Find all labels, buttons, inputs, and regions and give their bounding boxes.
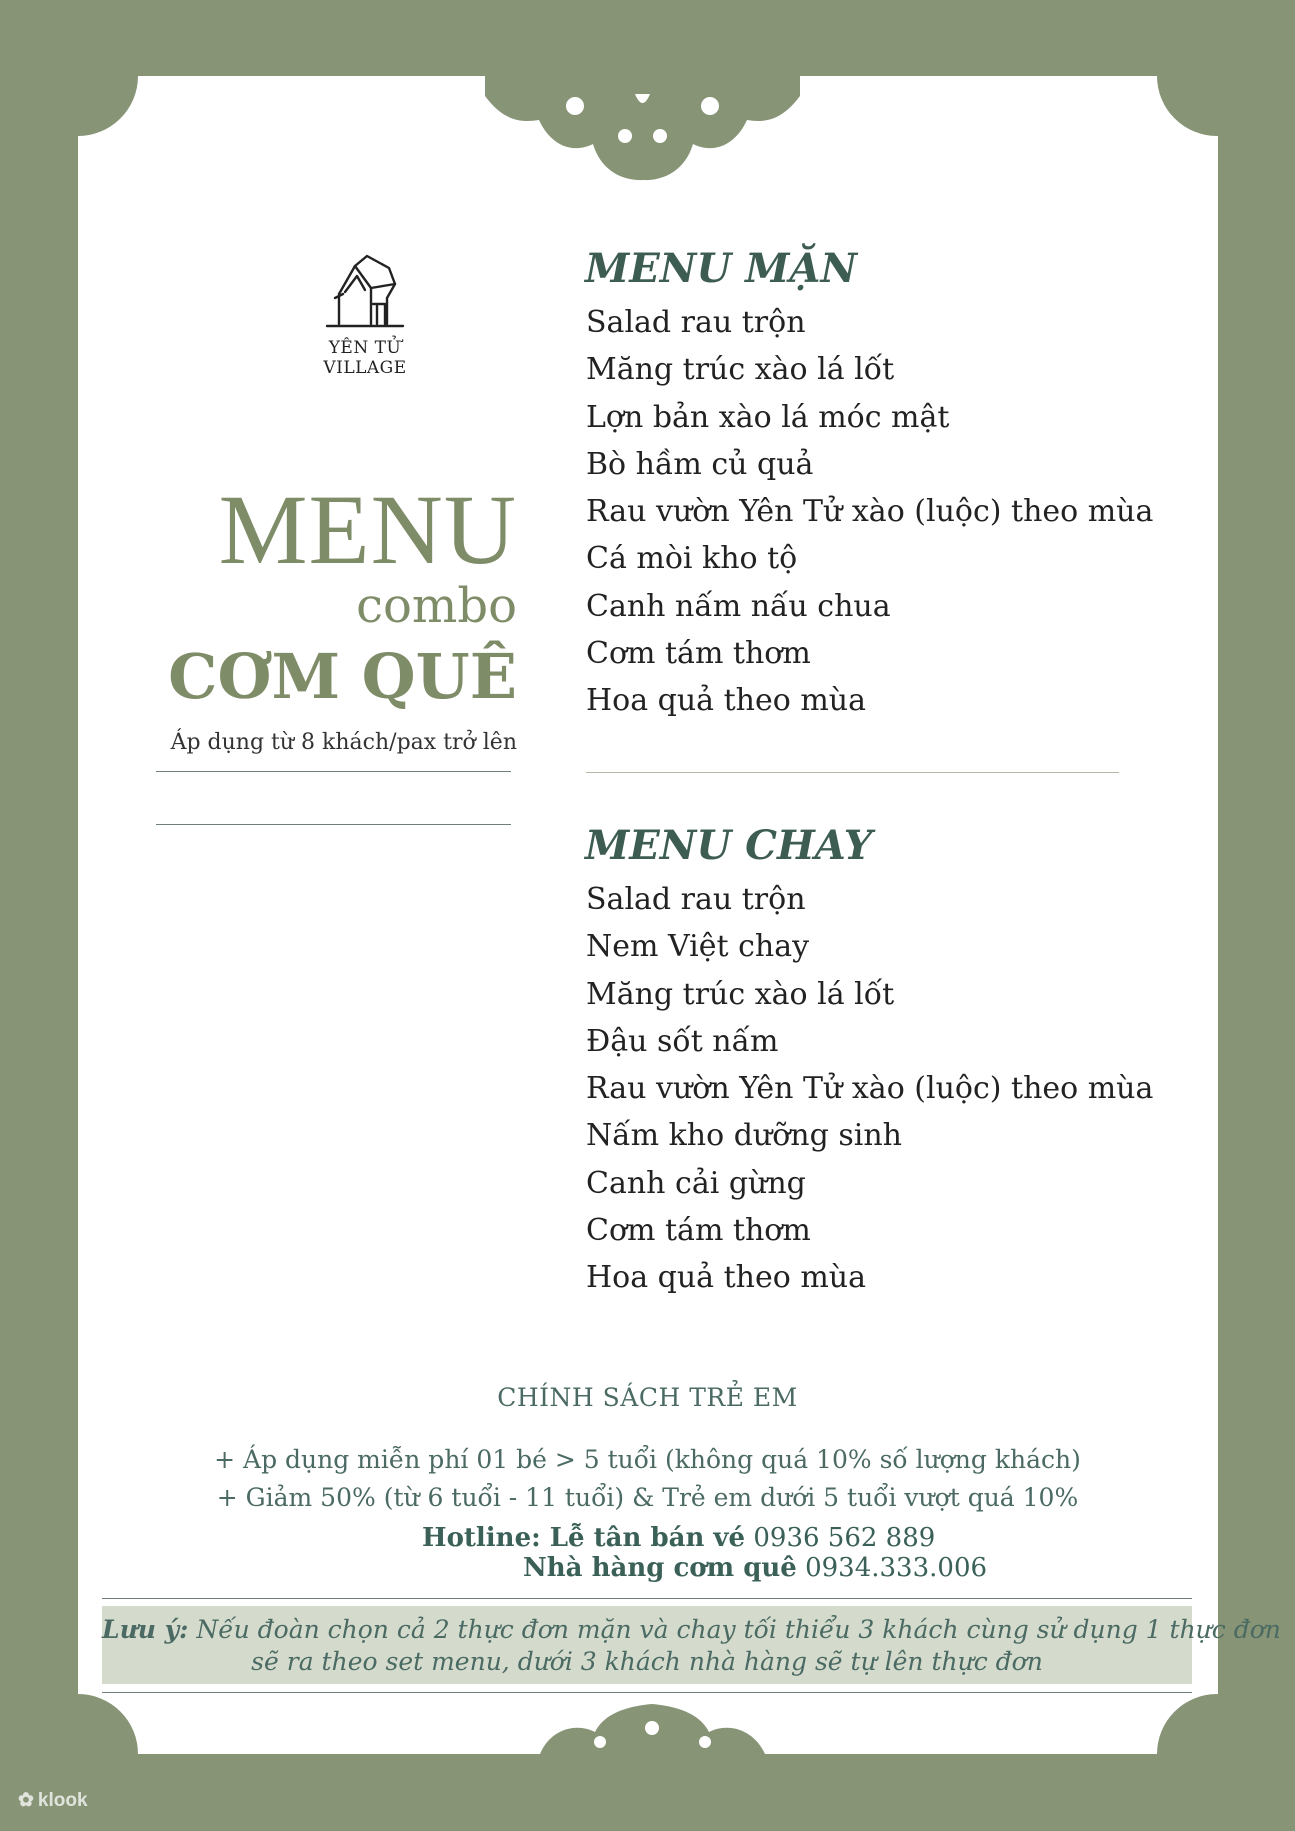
list-item: Salad rau trộn [586, 305, 806, 340]
hotline-restaurant [523, 1552, 987, 1584]
menu-heading: MENU [218, 474, 517, 585]
list-item: Cơm tám thơm [586, 1213, 811, 1249]
corner-scallop-top-left [18, 16, 138, 136]
menu-chay-list [586, 876, 1153, 1302]
note-top-rule [102, 1598, 1192, 1599]
note-line-2: sẽ ra theo set menu, dưới 3 khách nhà hàng sẽ tự lên thực đơn [251, 1647, 1043, 1676]
menu-man-title: MENU MẶN [585, 245, 858, 292]
list-item: Nem Việt chay [586, 929, 810, 965]
bottom-ornament-icon [540, 1700, 765, 1754]
house-icon [315, 248, 415, 330]
klook-logo-icon: ✿ [18, 1790, 34, 1811]
list-item: Hoa quả theo mùa [586, 683, 866, 719]
menu-chay-title: MENU CHAY [585, 822, 873, 869]
left-divider-2 [156, 824, 511, 825]
list-item: Nấm kho dưỡng sinh [586, 1118, 902, 1154]
list-item: Rau vườn Yên Tử xào (luộc) theo mùa [586, 1071, 1154, 1107]
list-item: Cá mòi kho tộ [586, 541, 798, 577]
section-divider [586, 772, 1119, 773]
list-item: Cơm tám thơm [586, 636, 811, 672]
hotline-reception [422, 1522, 935, 1554]
logo-text: YÊN TỬ VILLAGE [323, 338, 407, 378]
left-divider-1 [156, 771, 511, 772]
hotline-restaurant-phone[interactable]: 0934.333.006 [805, 1553, 988, 1583]
list-item: Canh cải gừng [586, 1165, 806, 1201]
hotline-restaurant-label: Nhà hàng cơm quê [523, 1553, 797, 1583]
menu-man-list [586, 299, 1153, 725]
list-item: Đậu sốt nấm [586, 1023, 779, 1059]
child-policy-title: CHÍNH SÁCH TRẺ EM [497, 1383, 798, 1412]
klook-watermark [18, 1789, 88, 1812]
top-ornament-icon [485, 76, 800, 186]
list-item: Salad rau trộn [586, 882, 806, 917]
note-label: Lưu ý: [102, 1615, 189, 1644]
list-item: Măng trúc xào lá lốt [586, 352, 895, 388]
note-bottom-rule [102, 1692, 1192, 1693]
child-policy-line-1: + Áp dụng miễn phí 01 bé > 5 tuổi (không quá 10% số lượng khách) [214, 1445, 1081, 1474]
list-item: Rau vườn Yên Tử xào (luộc) theo mùa [586, 494, 1154, 530]
combo-subheading: combo [356, 578, 517, 634]
note-text-1: Nếu đoàn chọn cả 2 thực đơn mặn và chay tối thiểu 3 khách cùng sử dụng 1 thực đơn [196, 1615, 1281, 1644]
list-item: Măng trúc xào lá lốt [586, 976, 895, 1012]
watermark-text: klook [37, 1790, 88, 1811]
apply-note: Áp dụng từ 8 khách/pax trở lên [170, 730, 517, 755]
hotline-reception-phone[interactable]: 0936 562 889 [753, 1523, 936, 1553]
corner-scallop-top-right [1157, 16, 1277, 136]
list-item: Lợn bản xào lá móc mật [586, 399, 950, 435]
list-item: Bò hầm củ quả [586, 446, 814, 482]
yen-tu-village-logo [290, 248, 440, 378]
corner-scallop-bottom-right [1157, 1694, 1277, 1814]
note-line-1 [102, 1614, 1281, 1646]
list-item: Hoa quả theo mùa [586, 1260, 866, 1296]
list-item: Canh nấm nấu chua [586, 588, 891, 624]
child-policy-line-2: + Giảm 50% (từ 6 tuổi - 11 tuổi) & Trẻ em dưới 5 tuổi vượt quá 10% [216, 1483, 1079, 1512]
com-que-heading: CƠM QUÊ [168, 640, 517, 713]
hotline-reception-label: Hotline: Lễ tân bán vé [422, 1523, 746, 1553]
